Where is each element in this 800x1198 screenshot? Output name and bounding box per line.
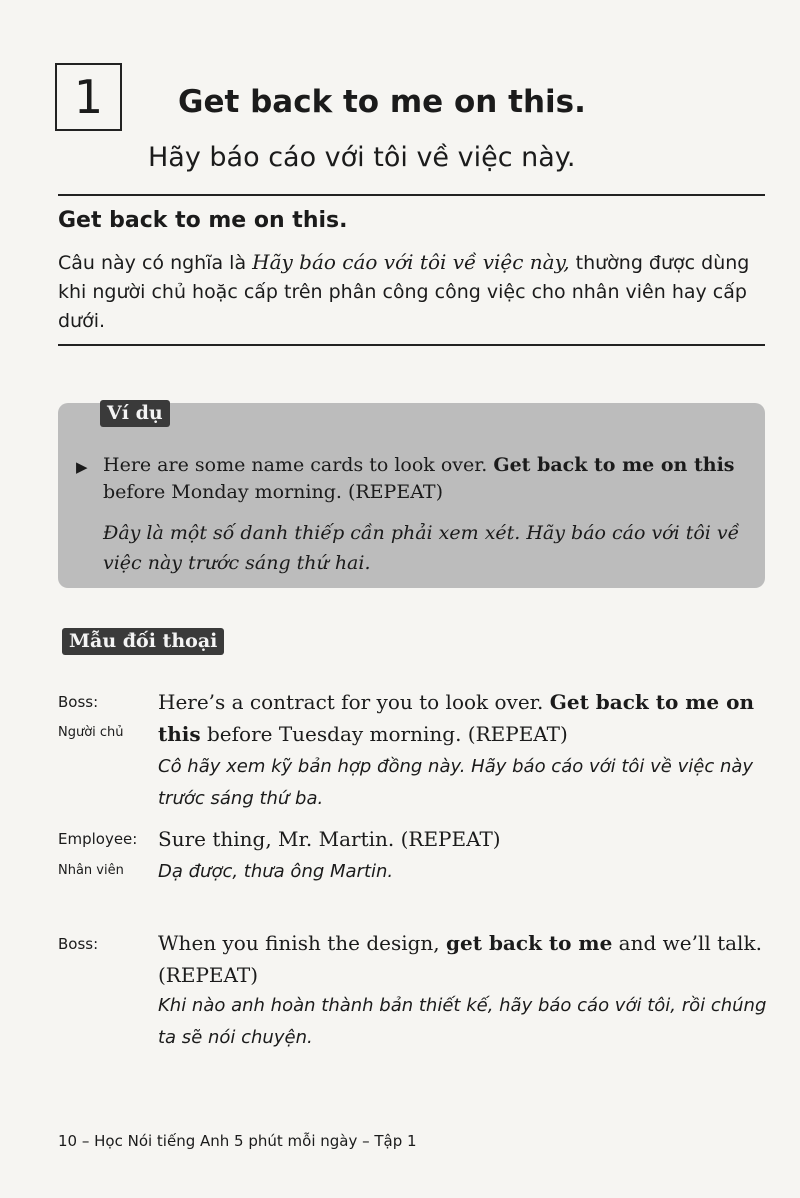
dialogue-tag: Mẫu đối thoại [62, 628, 224, 655]
speaker-label-vi: Nhân viên [58, 863, 124, 878]
dialogue-vietnamese: Khi nào anh hoàn thành bản thiết kế, hãy báo cáo với tôi, rồi chúng ta sẽ nói chuyện. [158, 995, 767, 1048]
dialogue-english-start: Here’s a contract for you to look over. [158, 690, 550, 714]
dialogue-english: Sure thing, Mr. Martin. (REPEAT) [158, 827, 501, 851]
dialogue-english-end: before Tuesday morning. (REPEAT) [200, 722, 568, 746]
speaker-label: Employee: [58, 830, 138, 848]
dialogue-vietnamese: Cô hãy xem kỹ bản hợp đồng này. Hãy báo cáo với tôi về việc này trước sáng thứ ba. [158, 756, 754, 809]
lesson-title: Get back to me on this. [178, 84, 586, 120]
speaker-label: Boss: [58, 693, 99, 711]
explanation-meaning: Hãy báo cáo với tôi về việc này, [252, 250, 570, 274]
example-vietnamese: Đây là một số danh thiếp cần phải xem xét. Hãy báo cáo với tôi về việc này trước sáng thứ hai. [103, 522, 740, 574]
speaker-label-vi: Người chủ [58, 725, 124, 740]
example-english-end: before Monday morning. (REPEAT) [103, 481, 443, 503]
dialogue-english [158, 927, 770, 991]
dialogue-english-end: and we’ll talk. (REPEAT) [158, 931, 762, 987]
divider [58, 194, 765, 196]
lesson-subtitle: Hãy báo cáo với tôi về việc này. [148, 142, 576, 173]
speaker-label: Boss: [58, 935, 99, 953]
dialogue-english-phrase: get back to me [446, 931, 613, 955]
bullet-arrow-icon: ▶ [76, 458, 88, 476]
dialogue-english-phrase: Get back to me on this [158, 690, 754, 746]
explanation-heading: Get back to me on this. [58, 208, 348, 233]
divider [58, 344, 765, 346]
example-english [103, 452, 753, 506]
dialogue-english-start: When you finish the design, [158, 931, 447, 955]
explanation-paragraph [58, 248, 773, 336]
example-tag: Ví dụ [100, 400, 170, 427]
page-footer: 10 – Học Nói tiếng Anh 5 phút mỗi ngày – Tập 1 [58, 1132, 417, 1150]
example-english-phrase: Get back to me on this [493, 454, 735, 476]
example-english-start: Here are some name cards to look over. [103, 454, 494, 476]
dialogue-english [158, 686, 770, 750]
lesson-number: 1 [55, 63, 122, 131]
dialogue-vietnamese: Dạ được, thưa ông Martin. [158, 861, 394, 882]
explanation-text-start: Câu này có nghĩa là [58, 252, 253, 274]
explanation-text-end: thường được dùng khi người chủ hoặc cấp trên phân công công việc cho nhân viên hay cấp dưới. [58, 252, 750, 332]
